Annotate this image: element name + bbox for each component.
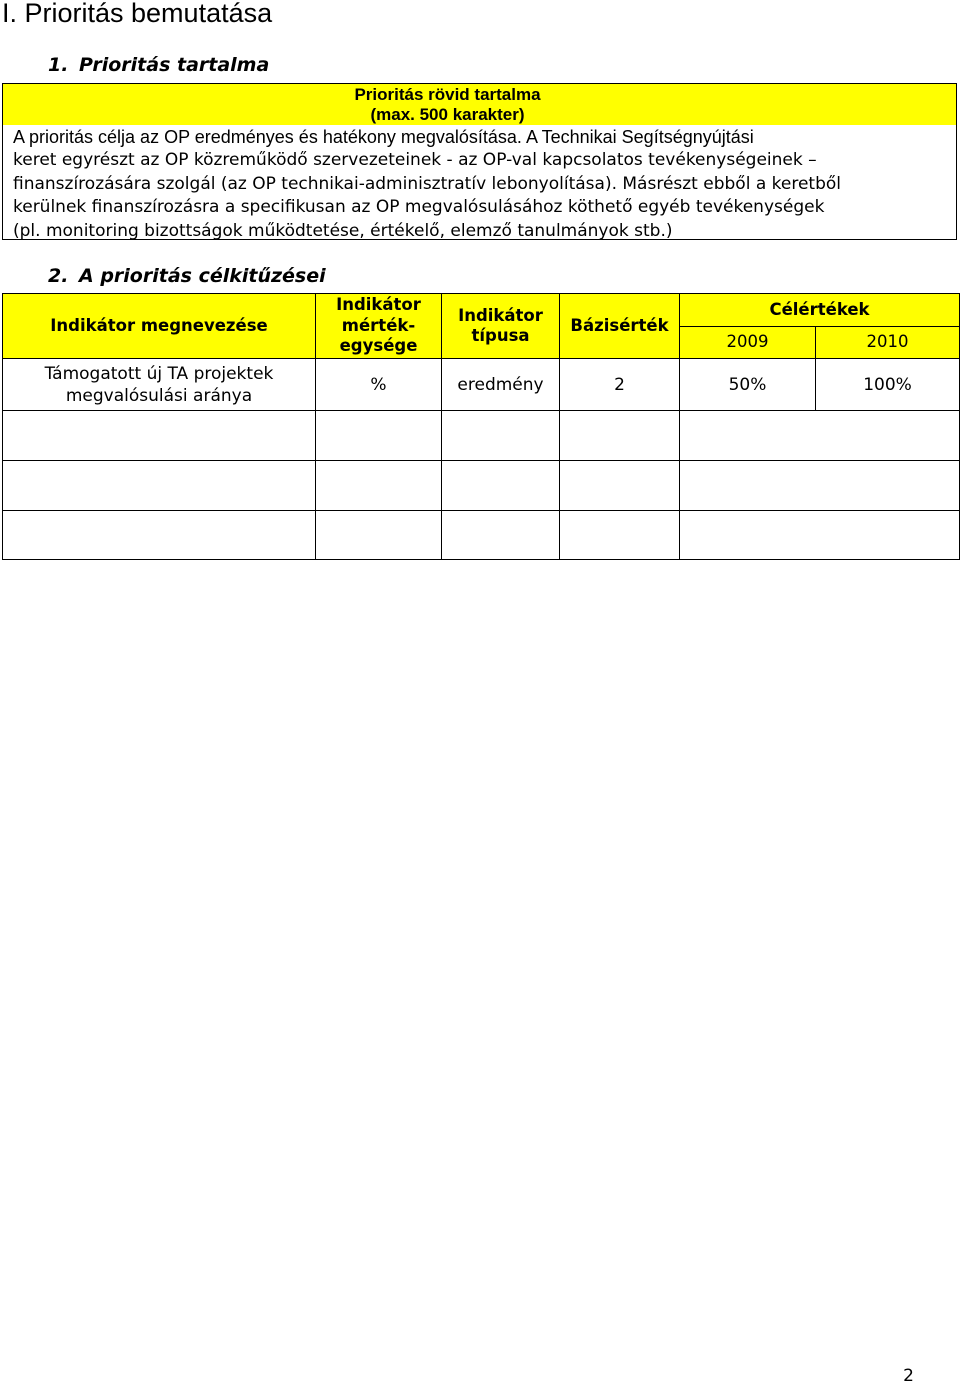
content-box-header <box>3 84 956 125</box>
empty-cell[interactable] <box>560 411 680 461</box>
header-base-value: Bázisérték <box>560 294 680 359</box>
header-indicator-type <box>442 294 560 359</box>
empty-cell[interactable] <box>680 461 960 511</box>
empty-cell[interactable] <box>3 461 316 511</box>
page-number: 2 <box>903 1366 914 1386</box>
empty-cell[interactable] <box>316 511 442 560</box>
content-box-title-line2: (max. 500 karakter) <box>370 105 525 124</box>
header-unit-line2: mérték- <box>341 315 416 335</box>
cell-indicator-name <box>3 359 316 411</box>
table-row-empty <box>3 461 960 511</box>
section-2-heading <box>48 265 326 287</box>
header-unit-line3: egysége <box>339 336 418 356</box>
empty-cell[interactable] <box>560 511 680 560</box>
table-row-empty <box>3 511 960 560</box>
section-2-title: A prioritás célkitűzései <box>79 265 326 287</box>
empty-cell[interactable] <box>442 411 560 461</box>
content-body-first-line: A prioritás célja az OP eredményes és hatékony megvalósítása. A Technikai Segítségnyújtási <box>13 127 754 147</box>
header-year-2010: 2010 <box>816 327 960 359</box>
cell-target-2010: 100% <box>816 359 960 411</box>
cell-unit: % <box>316 359 442 411</box>
content-body-line: keret egyrészt az OP közreműködő szervezeteinek - az OP-val kapcsolatos tevékenységeinek – <box>13 150 817 170</box>
empty-cell[interactable] <box>442 461 560 511</box>
header-indicator-name: Indikátor megnevezése <box>3 294 316 359</box>
content-body-line: (pl. monitoring bizottságok működtetése, értékelő, elemző tanulmányok stb.) <box>13 220 673 241</box>
empty-cell[interactable] <box>316 411 442 461</box>
cell-target-2009: 50% <box>680 359 816 411</box>
cell-name-line1: Támogatott új TA projektek <box>44 363 274 384</box>
empty-cell[interactable] <box>3 511 316 560</box>
section-1-heading <box>48 54 269 76</box>
empty-cell[interactable] <box>316 461 442 511</box>
section-2-number: 2. <box>48 265 69 287</box>
header-year-2009: 2009 <box>680 327 816 359</box>
section-1-number: 1. <box>48 54 69 76</box>
empty-cell[interactable] <box>442 511 560 560</box>
priority-content-box <box>2 83 957 240</box>
header-target-values: Célértékek <box>680 294 960 327</box>
table-row <box>3 359 960 411</box>
empty-cell[interactable] <box>680 411 960 461</box>
cell-name-line2: megvalósulási aránya <box>65 385 253 406</box>
content-body-line: finanszírozására szolgál (az OP technikai-adminisztratív lebonyolítása). Másrészt ebből a keretből <box>13 173 841 194</box>
cell-type: eredmény <box>442 359 560 411</box>
page-heading: I. Prioritás bemutatása <box>2 0 273 28</box>
header-unit-line1: Indikátor <box>336 295 421 315</box>
empty-cell[interactable] <box>3 411 316 461</box>
empty-cell[interactable] <box>680 511 960 560</box>
cell-base: 2 <box>560 359 680 411</box>
content-body <box>13 149 948 243</box>
indicator-table <box>2 293 960 560</box>
content-body-line: kerülnek finanszírozásra a specifikusan az OP megvalósulásához köthető egyéb tevékenységek <box>13 197 825 217</box>
table-row-empty <box>3 411 960 461</box>
section-1-title: Prioritás tartalma <box>79 54 270 76</box>
header-indicator-unit <box>316 294 442 359</box>
content-box-title <box>3 84 956 125</box>
header-type-line1: Indikátor <box>458 305 543 325</box>
content-box-title-line1: Prioritás rövid tartalma <box>354 85 541 104</box>
empty-cell[interactable] <box>560 461 680 511</box>
header-type-line2: típusa <box>471 326 530 345</box>
